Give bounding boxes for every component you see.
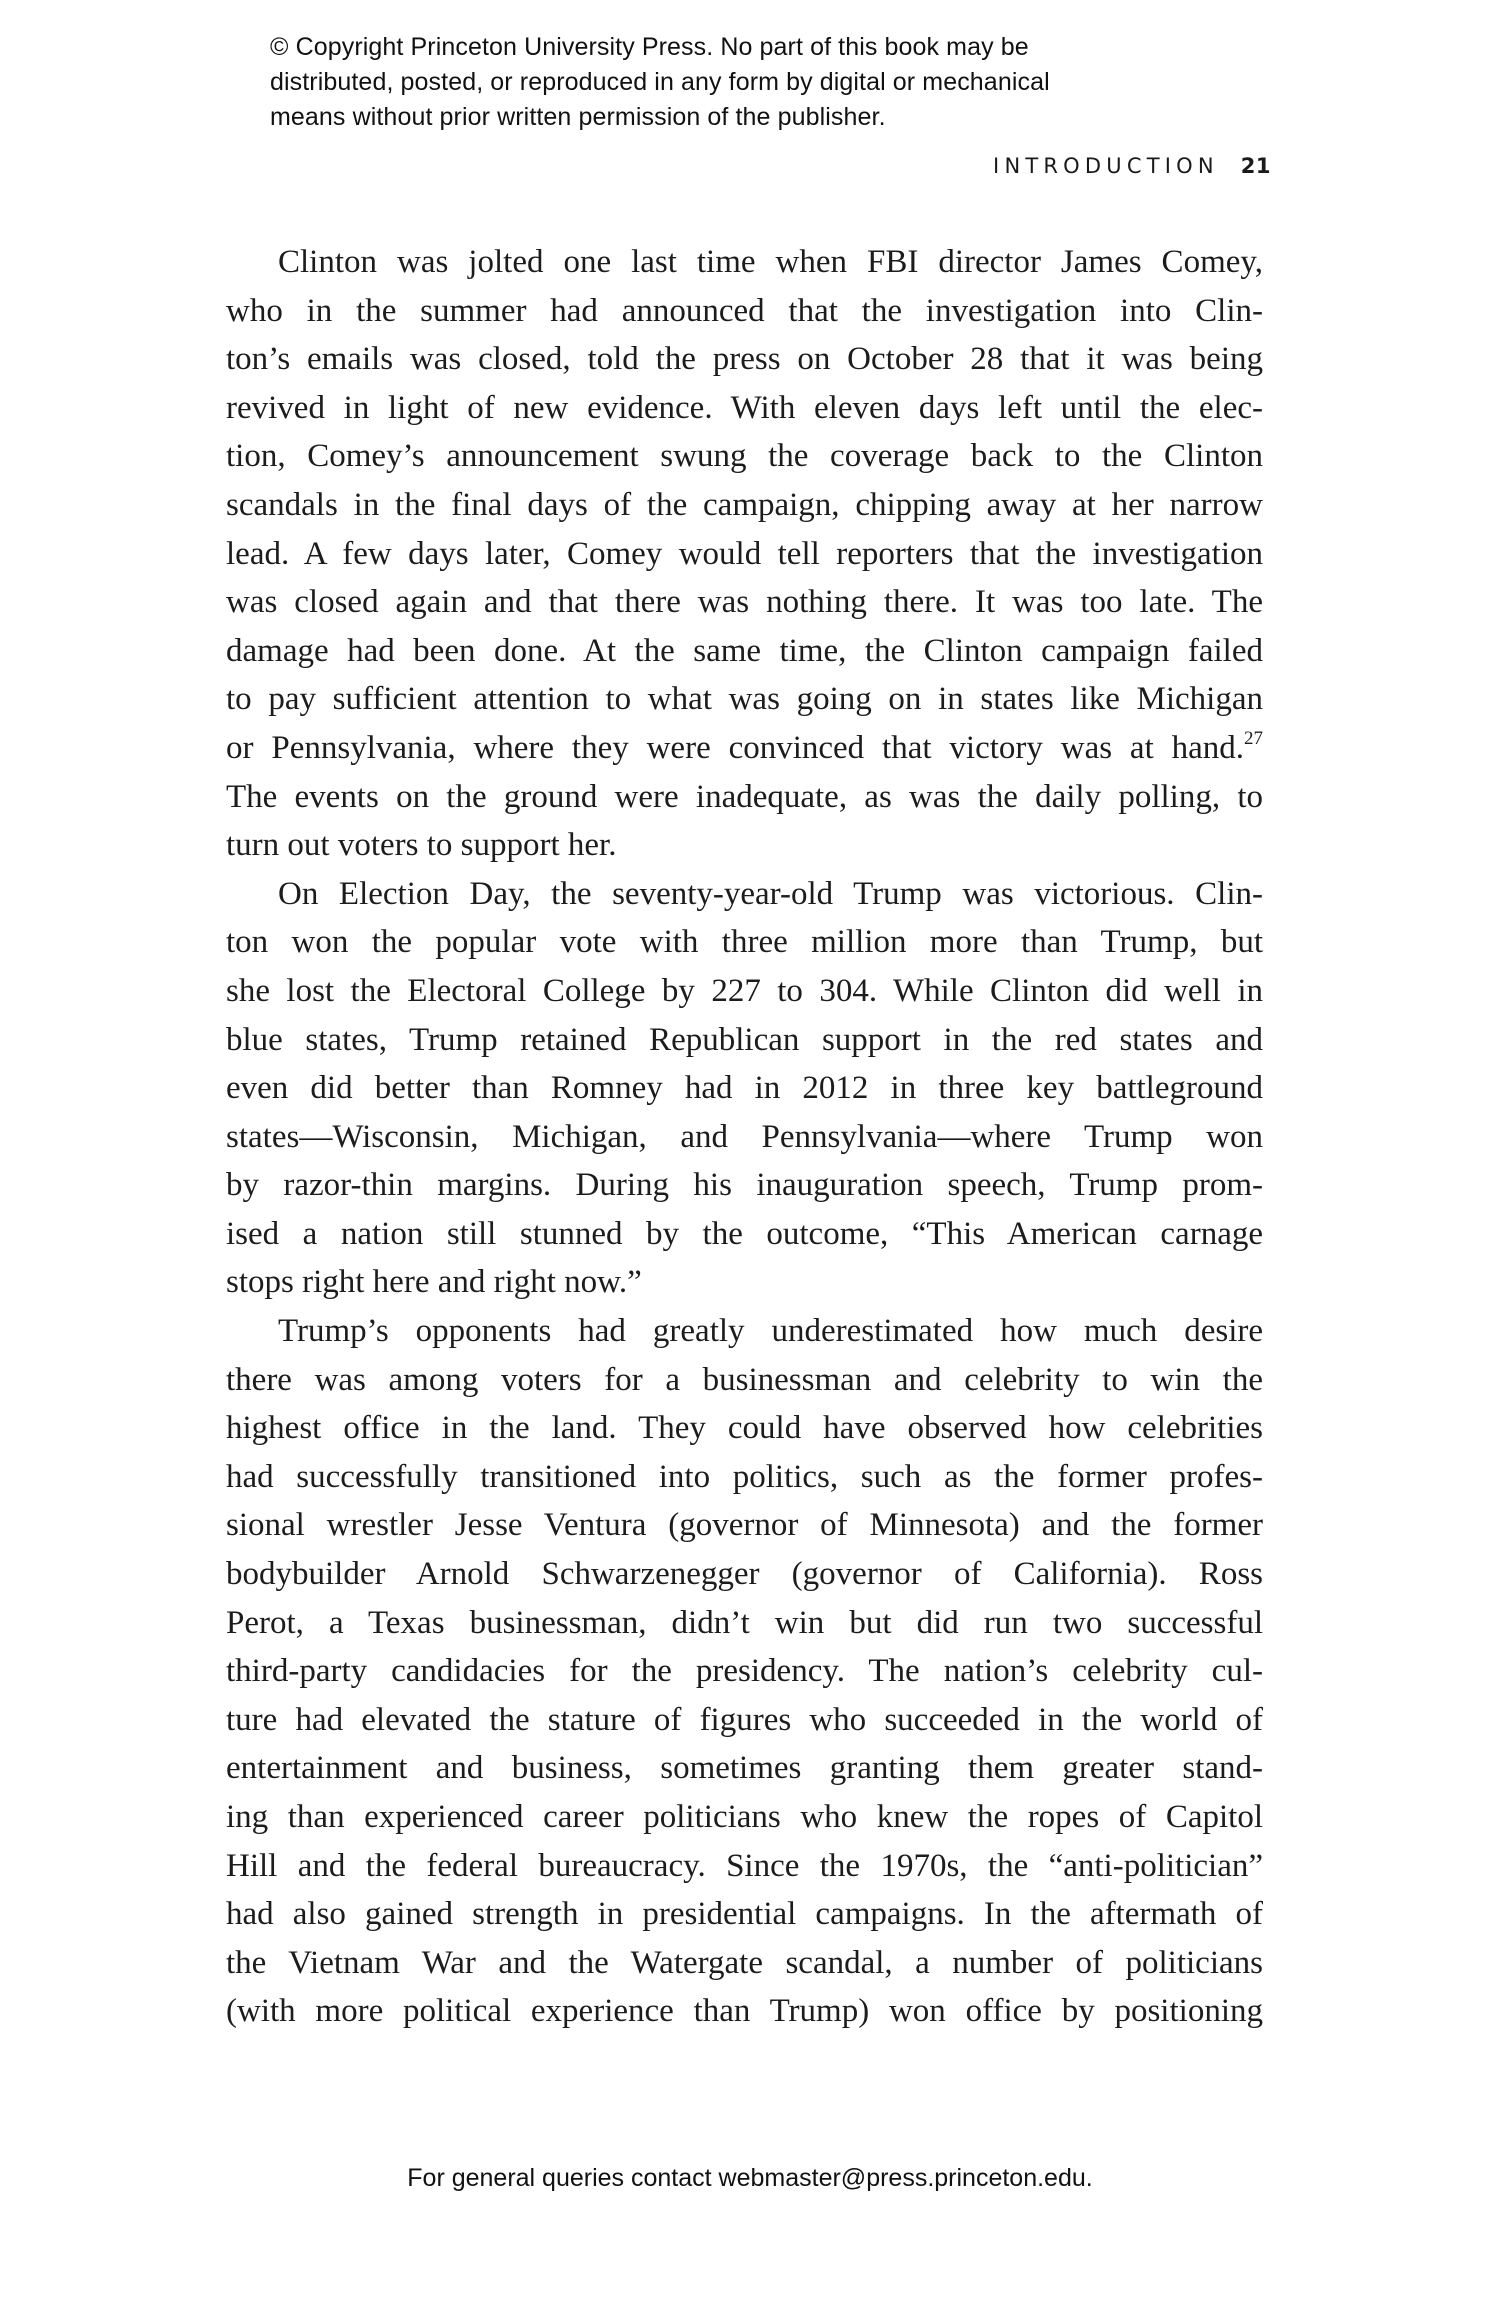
text-line: by razor-thin margins. During his inauguration speech, Trump prom- bbox=[226, 1167, 1263, 1204]
text-line: who in the summer had announced that the investigation into Clin- bbox=[226, 292, 1263, 329]
body-text bbox=[226, 238, 1263, 2036]
text-line: (with more political experience than Trump) won office by positioning bbox=[226, 1993, 1263, 2030]
text-line: lead. A few days later, Comey would tell reporters that the investigation bbox=[226, 535, 1263, 572]
section-title: INTRODUCTION bbox=[993, 154, 1219, 178]
text-line: blue states, Trump retained Republican support in the red states and bbox=[226, 1021, 1263, 1058]
copyright-line: © Copyright Princeton University Press. No part of this book may be bbox=[270, 33, 1029, 61]
text-line: sional wrestler Jesse Ventura (governor of Minnesota) and the former bbox=[226, 1507, 1263, 1544]
footer-contact: For general queries contact webmaster@press.princeton.edu. bbox=[407, 2164, 1093, 2192]
text-line: tion, Comey’s announcement swung the coverage back to the Clinton bbox=[226, 438, 1263, 475]
text-line: On Election Day, the seventy-year-old Trump was victorious. Clin- bbox=[278, 875, 1263, 912]
paragraph bbox=[226, 1307, 1263, 2036]
copyright-line: means without prior written permission of the publisher. bbox=[270, 103, 886, 131]
text-line: ised a nation still stunned by the outcome, “This American carnage bbox=[226, 1215, 1263, 1252]
text-line: the Vietnam War and the Watergate scandal, a number of politicians bbox=[226, 1944, 1263, 1981]
text-line: highest office in the land. They could have observed how celebrities bbox=[226, 1410, 1263, 1447]
text-line: stops right here and right now.” bbox=[226, 1264, 642, 1301]
text-line: The events on the ground were inadequate, as was the daily polling, to bbox=[226, 778, 1263, 815]
running-head bbox=[993, 150, 1271, 182]
text-line: states—Wisconsin, Michigan, and Pennsylvania—where Trump won bbox=[226, 1118, 1263, 1155]
text-line: ton won the popular vote with three million more than Trump, but bbox=[226, 924, 1263, 961]
text-line-content: or Pennsylvania, where they were convinced that victory was at hand. bbox=[226, 729, 1244, 766]
text-line: ture had elevated the stature of figures who succeeded in the world of bbox=[226, 1701, 1263, 1738]
text-line: had also gained strength in presidential campaigns. In the aftermath of bbox=[226, 1896, 1263, 1933]
text-line: Trump’s opponents had greatly underestimated how much desire bbox=[278, 1313, 1263, 1350]
copyright-notice bbox=[270, 30, 1270, 135]
text-line: entertainment and business, sometimes granting them greater stand- bbox=[226, 1750, 1263, 1787]
paragraph bbox=[226, 870, 1263, 1307]
text-line: scandals in the final days of the campaign, chipping away at her narrow bbox=[226, 486, 1263, 523]
text-line: ing than experienced career politicians who knew the ropes of Capitol bbox=[226, 1799, 1263, 1835]
text-line: revived in light of new evidence. With eleven days left until the elec- bbox=[226, 389, 1263, 426]
text-line: turn out voters to support her. bbox=[226, 827, 617, 864]
text-line: bodybuilder Arnold Schwarzenegger (governor of California). Ross bbox=[226, 1556, 1263, 1593]
text-line: third-party candidacies for the presidency. The nation’s celebrity cul- bbox=[226, 1653, 1263, 1690]
text-line: damage had been done. At the same time, the Clinton campaign failed bbox=[226, 632, 1263, 669]
text-line: was closed again and that there was nothing there. It was too late. The bbox=[226, 584, 1263, 621]
page-number: 21 bbox=[1240, 154, 1271, 178]
text-line: she lost the Electoral College by 227 to 304. While Clinton did well in bbox=[226, 972, 1263, 1009]
text-line bbox=[226, 724, 1263, 773]
footnote-reference[interactable]: 27 bbox=[1244, 727, 1263, 749]
text-line: Perot, a Texas businessman, didn’t win but did run two successful bbox=[226, 1604, 1263, 1641]
text-line: Clinton was jolted one last time when FBI director James Comey, bbox=[278, 244, 1263, 280]
text-line: even did better than Romney had in 2012 in three key battleground bbox=[226, 1070, 1263, 1107]
copyright-line: distributed, posted, or reproduced in any form by digital or mechanical bbox=[270, 68, 1050, 96]
text-line: Hill and the federal bureaucracy. Since the 1970s, the “anti-politician” bbox=[226, 1847, 1263, 1884]
text-line: had successfully transitioned into politics, such as the former profes- bbox=[226, 1458, 1263, 1495]
text-line: there was among voters for a businessman and celebrity to win the bbox=[226, 1361, 1263, 1398]
text-line: ton’s emails was closed, told the press on October 28 that it was being bbox=[226, 341, 1263, 378]
text-line: to pay sufficient attention to what was going on in states like Michigan bbox=[226, 681, 1263, 718]
paragraph bbox=[226, 238, 1263, 870]
